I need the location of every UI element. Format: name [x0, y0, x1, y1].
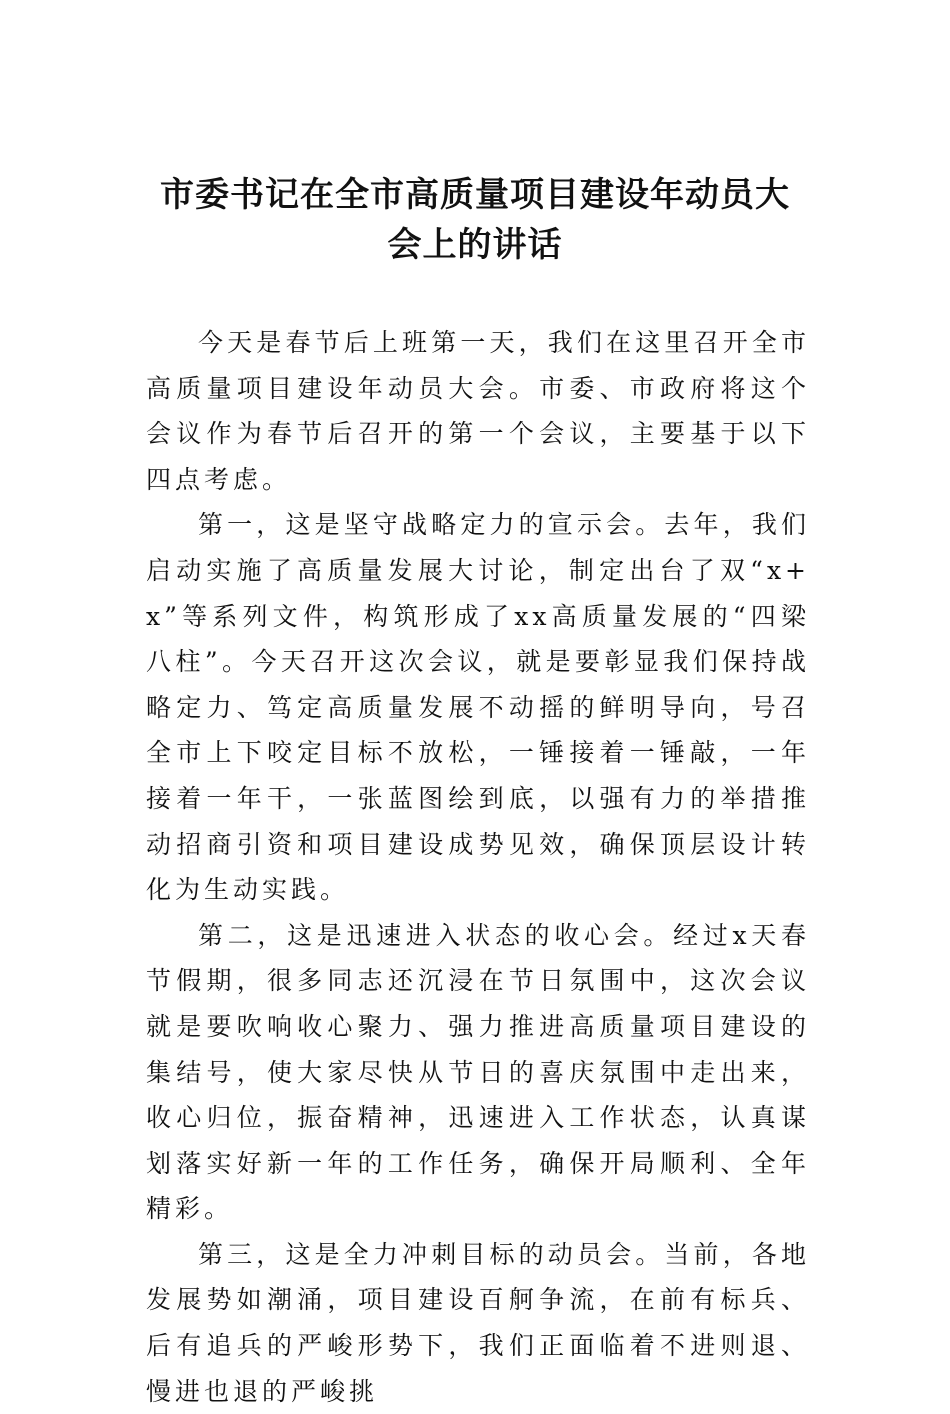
document-title: [130, 170, 820, 270]
paragraph-second: 第二，这是迅速进入状态的收心会。经过x天春节假期，很多同志还沉浸在节日氛围中，这次会议就是要吹响收心聚力、强力推进高质量项目建设的集结号，使大家尽快从节日的喜庆氛围中走出来，收心归位，振奋精神，迅速进入工作状态，认真谋划落实好新一年的工作任务，确保开局顺利、全年精彩。: [146, 920, 810, 1224]
paragraph-third: 第三，这是全力冲刺目标的动员会。当前，各地发展势如潮涌，项目建设百舸争流，在前有标兵、后有追兵的严峻形势下，我们正面临着不进则退、慢进也退的严峻挑: [146, 1239, 810, 1406]
document-body: [146, 320, 810, 1414]
title-line-2: 会上的讲话: [387, 225, 563, 265]
title-line-1: 市委书记在全市高质量项目建设年动员大: [160, 175, 790, 215]
paragraph-first: 第一，这是坚守战略定力的宣示会。去年，我们启动实施了高质量发展大讨论，制定出台了双“x+x”等系列文件，构筑形成了xx高质量发展的“四梁八柱”。今天召开这次会议，就是要彰显我们保持战略定力、笃定高质量发展不动摇的鲜明导向，号召全市上下咬定目标不放松，一锤接着一锤敲，一年接着一年干，一张蓝图绘到底，以强有力的举措推动招商引资和项目建设成势见效，确保顶层设计转化为生动实践。: [146, 510, 810, 905]
paragraph-intro: 今天是春节后上班第一天，我们在这里召开全市高质量项目建设年动员大会。市委、市政府将这个会议作为春节后召开的第一个会议，主要基于以下四点考虑。: [146, 328, 810, 494]
